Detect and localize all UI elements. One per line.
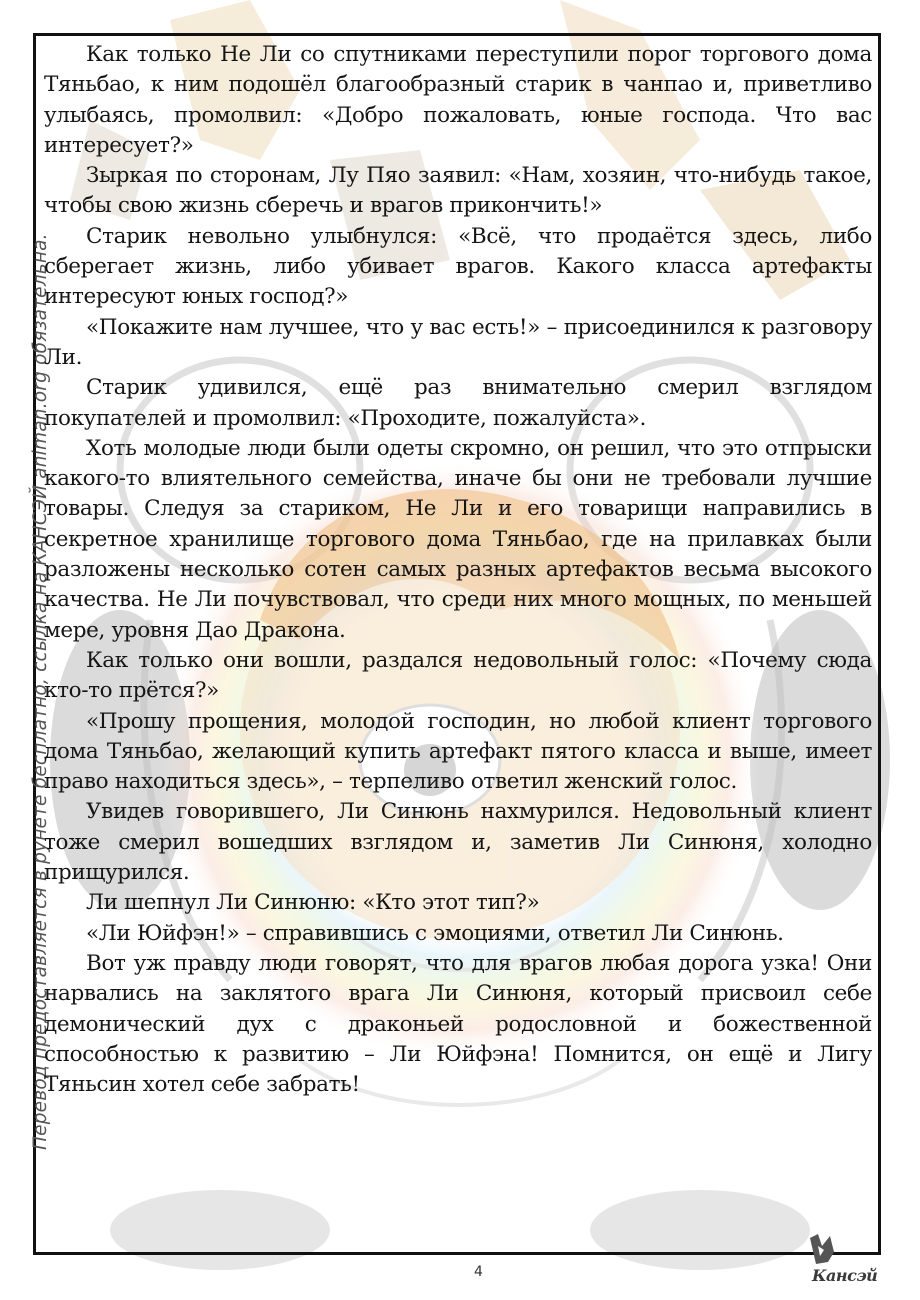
paragraph-11: «Ли Юйфэн!» – справившись с эмоциями, ответил Ли Синюнь. [86,920,784,946]
paragraph-9: Увидев говорившего, Ли Синюнь нахмурился. Недовольный клиент тоже смерил вошедших взглядом и, заметив Ли Синюня, холодно прищурился. [44,799,872,886]
page-number: 4 [474,1264,483,1280]
paragraph-5: Старик удивился, ещё раз внимательно смерил взглядом покупателей и промолвил: «Проходите, пожалуйста». [44,375,872,431]
paragraph-1: Как только Не Ли со спутниками переступили порог торгового дома Тяньбао, к ним подошёл благообразный старик в чанпао и, приветливо улыбаясь, промолвил: «Добро пожаловать, юные господа. Что вас интересует?» [44,42,872,158]
paragraph-6: Хоть молодые люди были одеты скромно, он решил, что это отпрыски какого-то влиятельного семейства, иначе бы они не требовали лучшие товары. Следуя за стариком, Не Ли и его товарищи направились в секретное хранилище торгового дома Тяньбао, где на прилавках были разложены несколько сотен самых разных артефактов весьма высокого качества. Не Ли почувствовал, что среди них много мощных, по меньшей мере, уровня Дао Дракона. [44,435,872,643]
translation-side-note: Перевод предоставляется в рунете бесплатно, ссылка на КАНСЭЙ animan.org обязательна. [30,233,51,1150]
paragraph-2: Зыркая по сторонам, Лу Пяо заявил: «Нам, хозяин, что-нибудь такое, чтобы свою жизнь сберечь и врагов прикончить!» [44,163,872,219]
paragraph-8: «Прошу прощения, молодой господин, но любой клиент торгового дома Тяньбао, желающий купить артефакт пятого класса и выше, имеет право находиться здесь», – терпеливо ответил женский голос. [44,708,872,795]
logo-text: Кансэй [812,1266,878,1285]
paragraph-10: Ли шепнул Ли Синюню: «Кто этот тип?» [86,890,540,916]
paragraph-12: Вот уж правду люди говорят, что для врагов любая дорога узка! Они нарвались на заклятого врага Ли Синюня, который присвоил себе демонический дух с драконьей родословной и божественной способностью к развитию – Ли Юйфэна! Помнится, он ещё и Лигу Тяньсин хотел себе забрать! [44,950,872,1098]
paragraph-7: Как только они вошли, раздался недовольный голос: «Почему сюда кто-то прётся?» [44,647,872,704]
kansei-logo [800,1232,880,1292]
page-text-body [44,40,872,1100]
paragraph-4: «Покажите нам лучшее, что у вас есть!» – присоединился к разговору Ли. [44,314,872,370]
paragraph-3: Старик невольно улыбнулся: «Всё, что продаётся здесь, либо сберегает жизнь, либо убивает врагов. Какого класса артефакты интересуют юных господ?» [44,223,872,310]
